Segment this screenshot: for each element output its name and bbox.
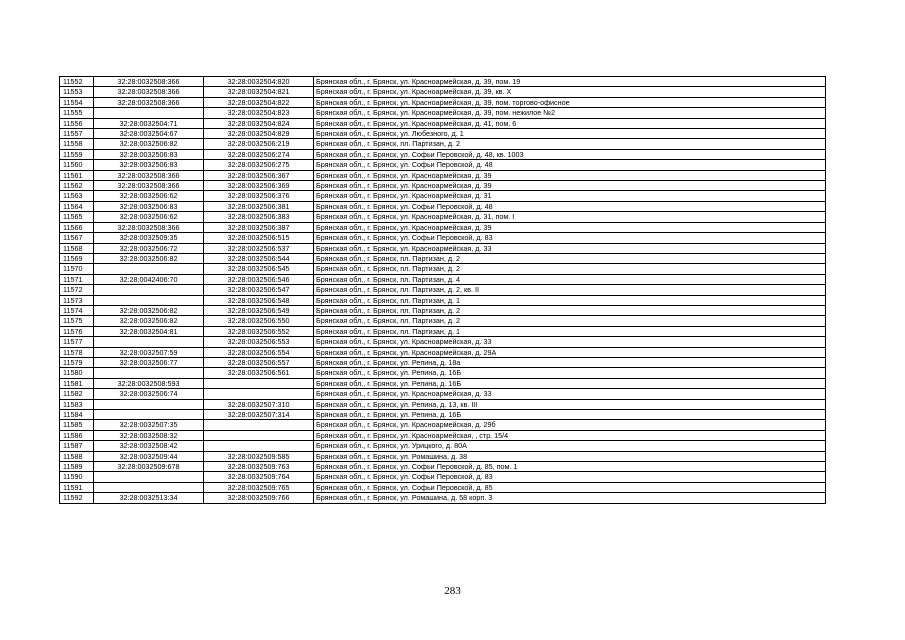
row-number-cell: 11576 [60, 326, 94, 336]
table-row [60, 285, 826, 295]
table-row [60, 347, 826, 357]
object-cadastral-number-cell [204, 420, 314, 430]
table-row [60, 295, 826, 305]
table-row [60, 160, 826, 170]
row-number-cell: 11575 [60, 316, 94, 326]
table-row [60, 149, 826, 159]
row-number-cell: 11568 [60, 243, 94, 253]
object-cadastral-number-cell: 32:28:0032506:515 [204, 233, 314, 243]
object-cadastral-number-cell: 32:28:0032506:545 [204, 264, 314, 274]
table-row [60, 264, 826, 274]
row-number-cell: 11583 [60, 399, 94, 409]
row-number-cell: 11580 [60, 368, 94, 378]
object-cadastral-number-cell: 32:28:0032509:764 [204, 472, 314, 482]
object-cadastral-number-cell: 32:28:0032506:369 [204, 181, 314, 191]
land-cadastral-number-cell: 32:28:0032509:678 [94, 462, 204, 472]
object-cadastral-number-cell: 32:28:0032509:763 [204, 462, 314, 472]
address-cell: Брянская обл., г. Брянск, ул. Репина, д. 16Б [314, 410, 826, 420]
table-row [60, 222, 826, 232]
address-cell: Брянская обл., г. Брянск, пл. Партизан, д. 2 [314, 253, 826, 263]
land-cadastral-number-cell: 32:28:0032506:82 [94, 316, 204, 326]
table-row [60, 233, 826, 243]
object-cadastral-number-cell: 32:28:0032506:554 [204, 347, 314, 357]
land-cadastral-number-cell [94, 264, 204, 274]
address-cell: Брянская обл., г. Брянск, ул. Красноармейская, д. 33 [314, 243, 826, 253]
table-row [60, 378, 826, 388]
object-cadastral-number-cell: 32:28:0032509:766 [204, 493, 314, 503]
land-cadastral-number-cell: 32:28:0032506:62 [94, 212, 204, 222]
table-row [60, 181, 826, 191]
address-cell: Брянская обл., г. Брянск, пл. Партизан, д. 2 [314, 305, 826, 315]
row-number-cell: 11571 [60, 274, 94, 284]
registry-table [59, 76, 826, 504]
address-cell: Брянская обл., г. Брянск, ул. Любезного, д. 1 [314, 129, 826, 139]
address-cell: Брянская обл., г. Брянск, ул. Репина, д. 18а [314, 357, 826, 367]
object-cadastral-number-cell: 32:28:0032506:274 [204, 149, 314, 159]
object-cadastral-number-cell: 32:28:0032506:275 [204, 160, 314, 170]
land-cadastral-number-cell: 32:28:0032506:83 [94, 160, 204, 170]
address-cell: Брянская обл., г. Брянск, ул. Репина, д. 16Б [314, 378, 826, 388]
land-cadastral-number-cell: 32:28:0032506:82 [94, 139, 204, 149]
address-cell: Брянская обл., г. Брянск, ул. Красноармейская, д. 39, пом. 19 [314, 77, 826, 87]
object-cadastral-number-cell: 32:28:0032506:537 [204, 243, 314, 253]
address-cell: Брянская обл., г. Брянск, ул. Софьи Перовской, д. 83 [314, 233, 826, 243]
table-row [60, 482, 826, 492]
address-cell: Брянская обл., г. Брянск, ул. Ромашина, д. 38 [314, 451, 826, 461]
table-row [60, 420, 826, 430]
row-number-cell: 11586 [60, 430, 94, 440]
row-number-cell: 11563 [60, 191, 94, 201]
address-cell: Брянская обл., г. Брянск, пл. Партизан, д. 2 [314, 264, 826, 274]
land-cadastral-number-cell: 32:28:0032508:366 [94, 87, 204, 97]
object-cadastral-number-cell: 32:28:0032507:314 [204, 410, 314, 420]
land-cadastral-number-cell: 32:28:0032508:366 [94, 181, 204, 191]
address-cell: Брянская обл., г. Брянск, ул. Красноармейская, д. 41, пом. 6 [314, 118, 826, 128]
row-number-cell: 11584 [60, 410, 94, 420]
table-row [60, 129, 826, 139]
object-cadastral-number-cell: 32:28:0032504:824 [204, 118, 314, 128]
registry-table-body [60, 77, 826, 504]
land-cadastral-number-cell [94, 399, 204, 409]
row-number-cell: 11587 [60, 441, 94, 451]
table-row [60, 451, 826, 461]
row-number-cell: 11560 [60, 160, 94, 170]
table-row [60, 441, 826, 451]
land-cadastral-number-cell: 32:28:0032504:67 [94, 129, 204, 139]
object-cadastral-number-cell [204, 378, 314, 388]
address-cell: Брянская обл., г. Брянск, ул. Красноармейская, д. 39, кв. Х [314, 87, 826, 97]
land-cadastral-number-cell: 32:28:0042406:70 [94, 274, 204, 284]
land-cadastral-number-cell: 32:28:0032506:82 [94, 253, 204, 263]
row-number-cell: 11569 [60, 253, 94, 263]
address-cell: Брянская обл., г. Брянск, ул. Репина, д. 13, кв. III [314, 399, 826, 409]
object-cadastral-number-cell: 32:28:0032506:547 [204, 285, 314, 295]
table-row [60, 472, 826, 482]
table-row [60, 118, 826, 128]
address-cell: Брянская обл., г. Брянск, ул. Красноармейская, д. 29А [314, 347, 826, 357]
address-cell: Брянская обл., г. Брянск, ул. Красноармейская, д. 39 [314, 170, 826, 180]
address-cell: Брянская обл., г. Брянск, пл. Партизан, д. 2 [314, 139, 826, 149]
table-row [60, 201, 826, 211]
row-number-cell: 11574 [60, 305, 94, 315]
object-cadastral-number-cell: 32:28:0032506:552 [204, 326, 314, 336]
address-cell: Брянская обл., г. Брянск, ул. Красноармейская, д. 39 [314, 222, 826, 232]
object-cadastral-number-cell: 32:28:0032506:550 [204, 316, 314, 326]
table-row [60, 212, 826, 222]
land-cadastral-number-cell: 32:28:0032506:83 [94, 201, 204, 211]
address-cell: Брянская обл., г. Брянск, ул. Красноармейская, д. 31, пом. I [314, 212, 826, 222]
object-cadastral-number-cell: 32:28:0032506:387 [204, 222, 314, 232]
table-row [60, 357, 826, 367]
object-cadastral-number-cell: 32:28:0032509:585 [204, 451, 314, 461]
land-cadastral-number-cell: 32:28:0032508:42 [94, 441, 204, 451]
address-cell: Брянская обл., г. Брянск, ул. Красноармейская, , стр. 15/4 [314, 430, 826, 440]
row-number-cell: 11579 [60, 357, 94, 367]
page-number: 283 [444, 585, 461, 597]
land-cadastral-number-cell: 32:28:0032513:34 [94, 493, 204, 503]
address-cell: Брянская обл., г. Брянск, пл. Партизан, д. 2, кв. II [314, 285, 826, 295]
land-cadastral-number-cell: 32:28:0032506:62 [94, 191, 204, 201]
row-number-cell: 11589 [60, 462, 94, 472]
land-cadastral-number-cell [94, 295, 204, 305]
address-cell: Брянская обл., г. Брянск, ул. Урицкого, д. 80А [314, 441, 826, 451]
object-cadastral-number-cell: 32:28:0032506:383 [204, 212, 314, 222]
address-cell: Брянская обл., г. Брянск, ул. Красноармейская, д. 39 [314, 181, 826, 191]
address-cell: Брянская обл., г. Брянск, ул. Красноармейская, д. 33 [314, 337, 826, 347]
land-cadastral-number-cell: 32:28:0032506:77 [94, 357, 204, 367]
land-cadastral-number-cell [94, 472, 204, 482]
land-cadastral-number-cell: 32:28:0032507:59 [94, 347, 204, 357]
address-cell: Брянская обл., г. Брянск, пл. Партизан, д. 1 [314, 295, 826, 305]
table-row [60, 493, 826, 503]
address-cell: Брянская обл., г. Брянск, ул. Софьи Перовской, д. 85 [314, 482, 826, 492]
row-number-cell: 11557 [60, 129, 94, 139]
table-row [60, 430, 826, 440]
table-row [60, 97, 826, 107]
row-number-cell: 11588 [60, 451, 94, 461]
object-cadastral-number-cell: 32:28:0032504:822 [204, 97, 314, 107]
land-cadastral-number-cell: 32:28:0032508:366 [94, 77, 204, 87]
land-cadastral-number-cell: 32:28:0032504:81 [94, 326, 204, 336]
row-number-cell: 11581 [60, 378, 94, 388]
table-row [60, 191, 826, 201]
address-cell: Брянская обл., г. Брянск, ул. Красноармейская, д. 33 [314, 389, 826, 399]
object-cadastral-number-cell: 32:28:0032504:823 [204, 108, 314, 118]
table-row [60, 274, 826, 284]
object-cadastral-number-cell: 32:28:0032506:561 [204, 368, 314, 378]
object-cadastral-number-cell [204, 430, 314, 440]
address-cell: Брянская обл., г. Брянск, ул. Ромашина, д. 58 корп. 3 [314, 493, 826, 503]
address-cell: Брянская обл., г. Брянск, ул. Софьи Перовской, д. 85, пом. 1 [314, 462, 826, 472]
object-cadastral-number-cell: 32:28:0032504:821 [204, 87, 314, 97]
land-cadastral-number-cell: 32:28:0032508:366 [94, 170, 204, 180]
object-cadastral-number-cell: 32:28:0032506:219 [204, 139, 314, 149]
address-cell: Брянская обл., г. Брянск, ул. Красноармейская, д. 29б [314, 420, 826, 430]
row-number-cell: 11561 [60, 170, 94, 180]
row-number-cell: 11566 [60, 222, 94, 232]
table-row [60, 87, 826, 97]
object-cadastral-number-cell: 32:28:0032506:376 [204, 191, 314, 201]
address-cell: Брянская обл., г. Брянск, ул. Софьи Перовской, д. 48, кв. 1003 [314, 149, 826, 159]
object-cadastral-number-cell: 32:28:0032504:829 [204, 129, 314, 139]
land-cadastral-number-cell [94, 482, 204, 492]
row-number-cell: 11591 [60, 482, 94, 492]
table-row [60, 253, 826, 263]
table-row [60, 139, 826, 149]
address-cell: Брянская обл., г. Брянск, ул. Софьи Перовской, д. 83 [314, 472, 826, 482]
land-cadastral-number-cell: 32:28:0032508:366 [94, 222, 204, 232]
table-row [60, 389, 826, 399]
row-number-cell: 11558 [60, 139, 94, 149]
address-cell: Брянская обл., г. Брянск, пл. Партизан, д. 2 [314, 316, 826, 326]
row-number-cell: 11570 [60, 264, 94, 274]
address-cell: Брянская обл., г. Брянск, ул. Софьи Перовской, д. 48 [314, 160, 826, 170]
table-row [60, 316, 826, 326]
table-row [60, 462, 826, 472]
row-number-cell: 11585 [60, 420, 94, 430]
land-cadastral-number-cell [94, 410, 204, 420]
table-row [60, 77, 826, 87]
row-number-cell: 11562 [60, 181, 94, 191]
object-cadastral-number-cell: 32:28:0032506:549 [204, 305, 314, 315]
object-cadastral-number-cell: 32:28:0032504:820 [204, 77, 314, 87]
land-cadastral-number-cell: 32:28:0032506:82 [94, 305, 204, 315]
land-cadastral-number-cell: 32:28:0032508:366 [94, 97, 204, 107]
land-cadastral-number-cell: 32:28:0032509:44 [94, 451, 204, 461]
land-cadastral-number-cell [94, 285, 204, 295]
land-cadastral-number-cell [94, 337, 204, 347]
object-cadastral-number-cell: 32:28:0032506:553 [204, 337, 314, 347]
object-cadastral-number-cell: 32:28:0032506:367 [204, 170, 314, 180]
table-row [60, 410, 826, 420]
row-number-cell: 11559 [60, 149, 94, 159]
address-cell: Брянская обл., г. Брянск, пл. Партизан, д. 4 [314, 274, 826, 284]
row-number-cell: 11553 [60, 87, 94, 97]
object-cadastral-number-cell: 32:28:0032506:557 [204, 357, 314, 367]
row-number-cell: 11567 [60, 233, 94, 243]
land-cadastral-number-cell: 32:28:0032508:593 [94, 378, 204, 388]
address-cell: Брянская обл., г. Брянск, ул. Красноармейская, д. 31 [314, 191, 826, 201]
land-cadastral-number-cell: 32:28:0032509:35 [94, 233, 204, 243]
row-number-cell: 11592 [60, 493, 94, 503]
table-row [60, 170, 826, 180]
row-number-cell: 11573 [60, 295, 94, 305]
land-cadastral-number-cell [94, 368, 204, 378]
row-number-cell: 11552 [60, 77, 94, 87]
row-number-cell: 11578 [60, 347, 94, 357]
object-cadastral-number-cell: 32:28:0032506:544 [204, 253, 314, 263]
table-row [60, 399, 826, 409]
table-row [60, 368, 826, 378]
land-cadastral-number-cell: 32:28:0032506:72 [94, 243, 204, 253]
land-cadastral-number-cell: 32:28:0032508:32 [94, 430, 204, 440]
object-cadastral-number-cell: 32:28:0032509:765 [204, 482, 314, 492]
object-cadastral-number-cell [204, 441, 314, 451]
address-cell: Брянская обл., г. Брянск, ул. Красноармейская, д. 39, пом. нежилое №2 [314, 108, 826, 118]
land-cadastral-number-cell: 32:28:0032507:35 [94, 420, 204, 430]
land-cadastral-number-cell: 32:28:0032504:71 [94, 118, 204, 128]
table-row [60, 326, 826, 336]
row-number-cell: 11572 [60, 285, 94, 295]
row-number-cell: 11556 [60, 118, 94, 128]
table-row [60, 108, 826, 118]
object-cadastral-number-cell: 32:28:0032506:548 [204, 295, 314, 305]
table-row [60, 243, 826, 253]
address-cell: Брянская обл., г. Брянск, ул. Репина, д. 16Б [314, 368, 826, 378]
row-number-cell: 11582 [60, 389, 94, 399]
object-cadastral-number-cell [204, 389, 314, 399]
row-number-cell: 11565 [60, 212, 94, 222]
object-cadastral-number-cell: 32:28:0032507:310 [204, 399, 314, 409]
land-cadastral-number-cell: 32:28:0032506:83 [94, 149, 204, 159]
address-cell: Брянская обл., г. Брянск, ул. Софьи Перовской, д. 48 [314, 201, 826, 211]
table-row [60, 305, 826, 315]
row-number-cell: 11564 [60, 201, 94, 211]
row-number-cell: 11590 [60, 472, 94, 482]
object-cadastral-number-cell: 32:28:0032506:546 [204, 274, 314, 284]
object-cadastral-number-cell: 32:28:0032506:381 [204, 201, 314, 211]
row-number-cell: 11554 [60, 97, 94, 107]
table-row [60, 337, 826, 347]
address-cell: Брянская обл., г. Брянск, пл. Партизан, д. 1 [314, 326, 826, 336]
land-cadastral-number-cell [94, 108, 204, 118]
row-number-cell: 11577 [60, 337, 94, 347]
land-cadastral-number-cell: 32:28:0032506:74 [94, 389, 204, 399]
address-cell: Брянская обл., г. Брянск, ул. Красноармейская, д. 39, пом. торгово-офисное [314, 97, 826, 107]
row-number-cell: 11555 [60, 108, 94, 118]
